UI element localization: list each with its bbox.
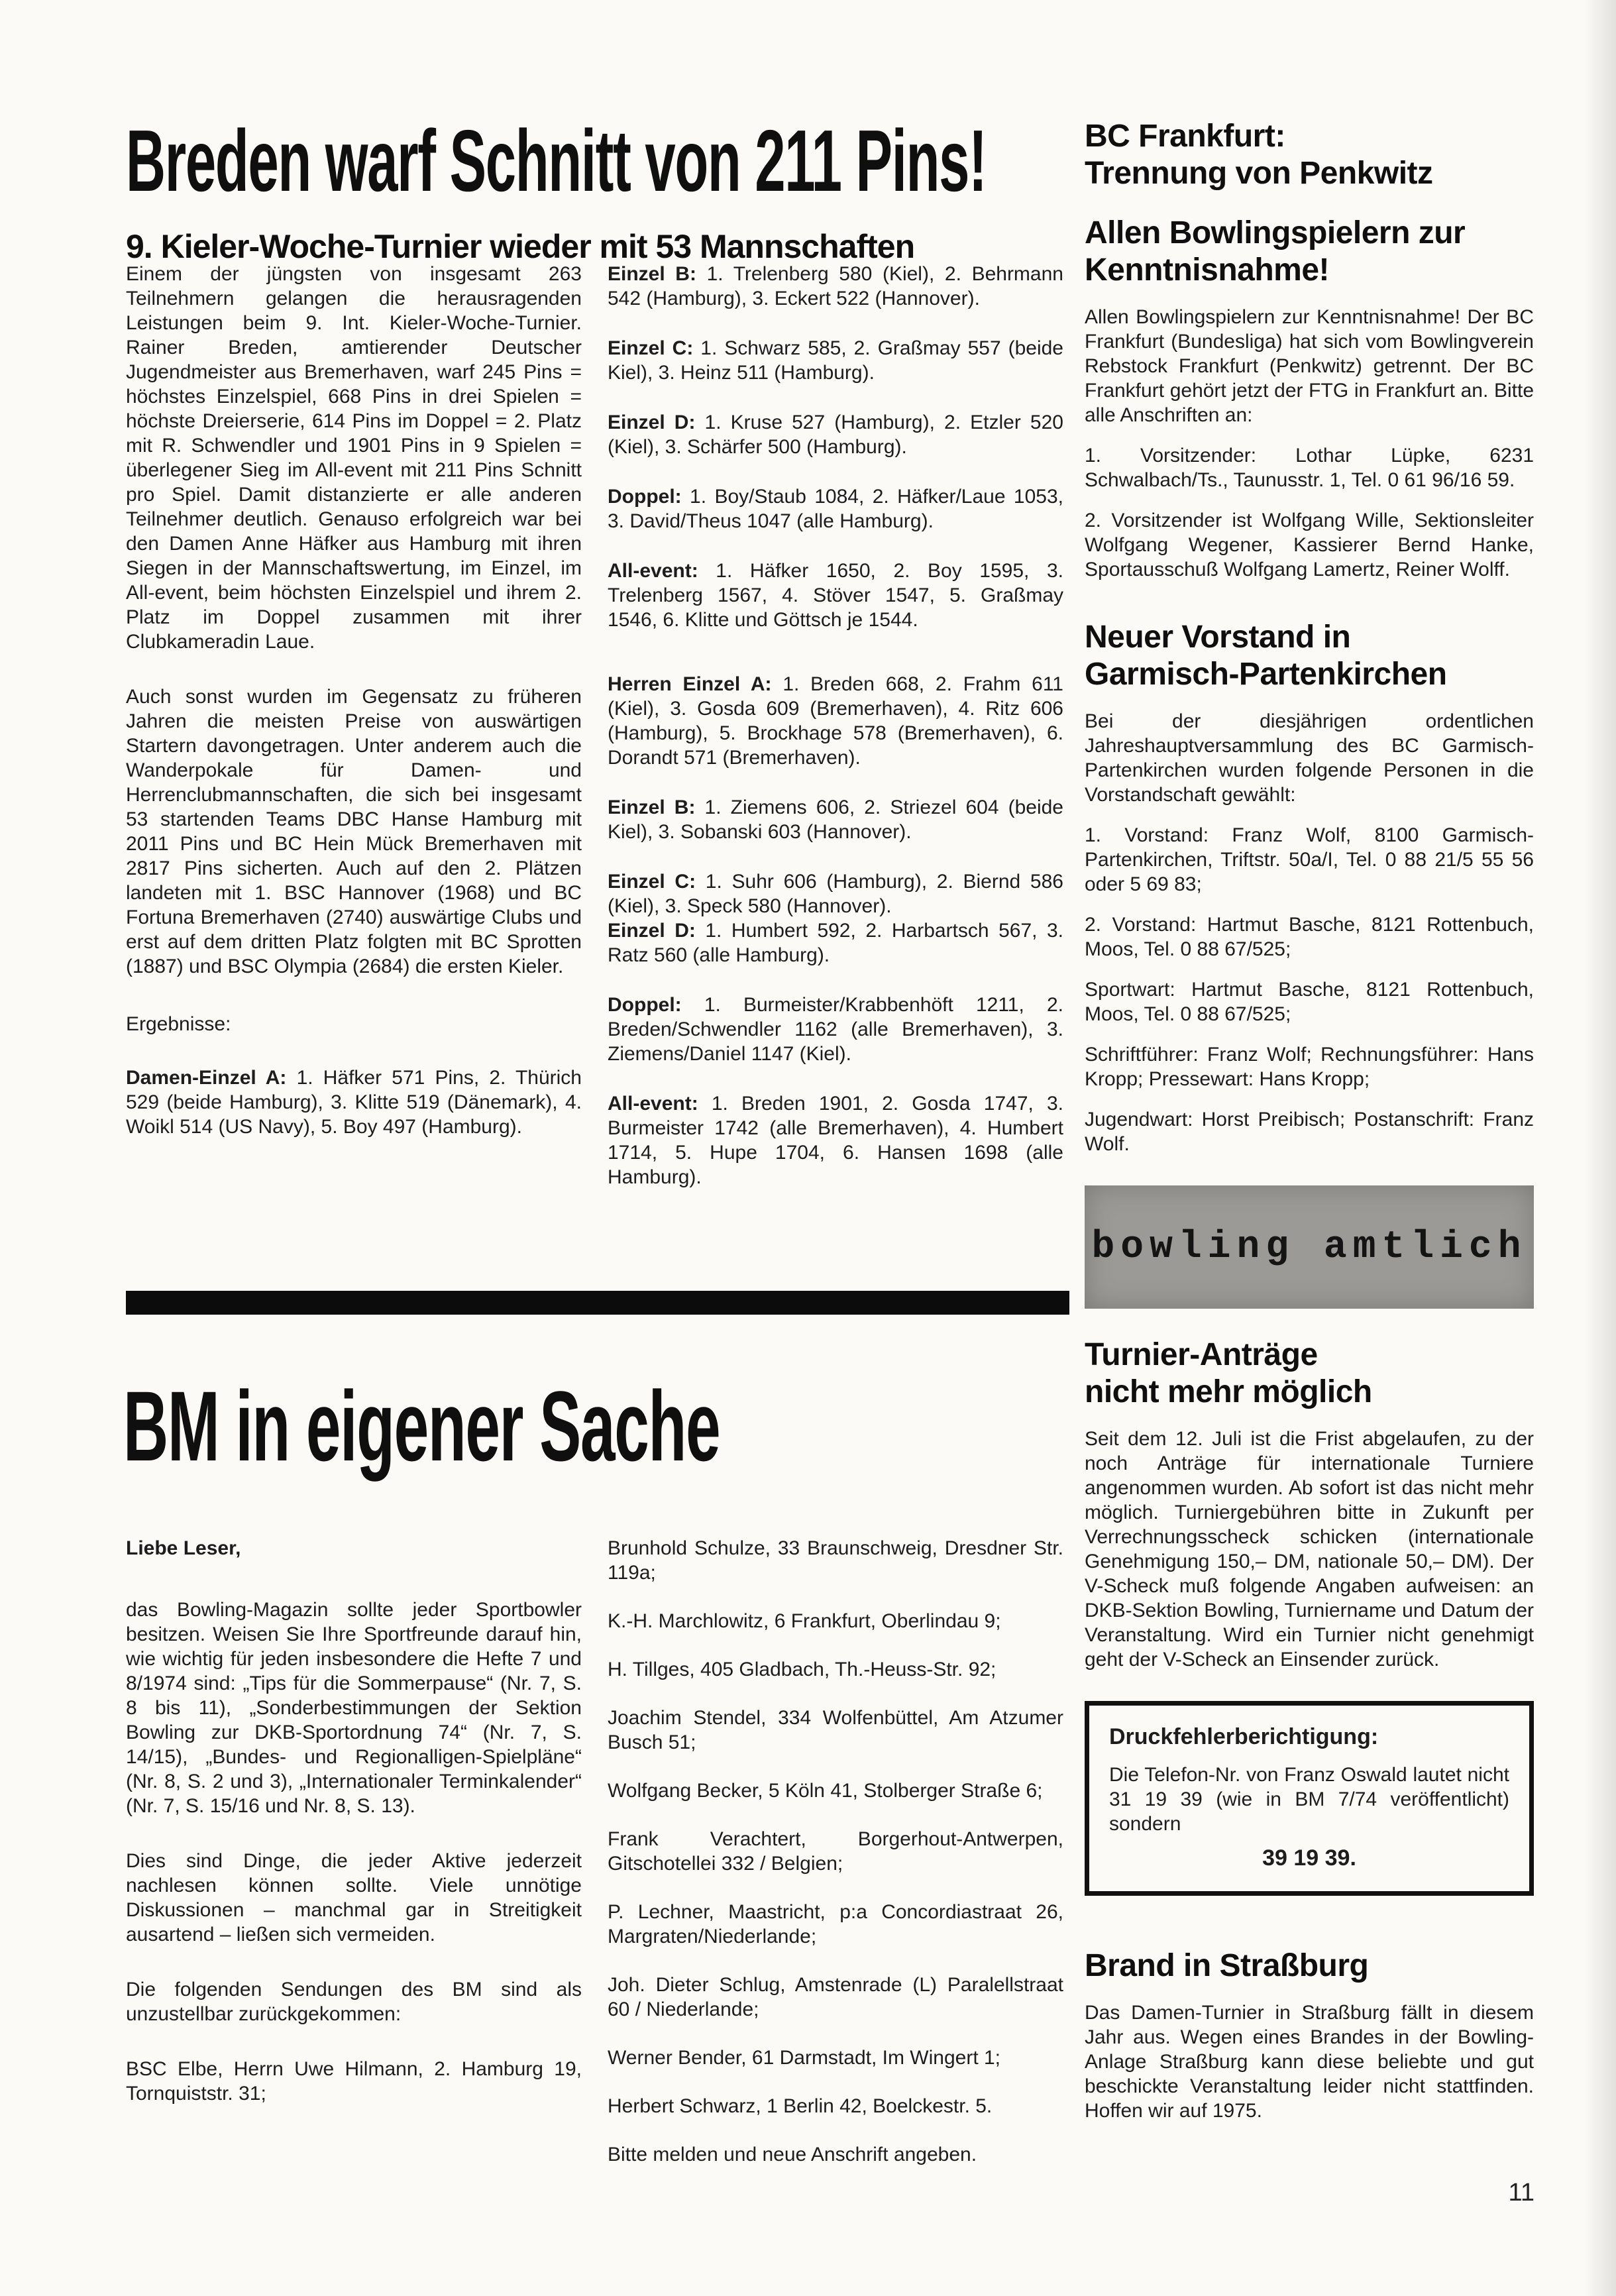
result-text: 1. Trelenberg 580 (Kiel), 2. Behrmann 542 (Hamburg), 3. Eckert 522 (Hannover). — [608, 263, 1063, 309]
bm-story-masthead — [123, 1370, 1070, 1482]
body-paragraph: Das Damen-Turnier in Straßburg fällt in diesem Jahr aus. Wegen eines Brandes in der Bowling-Anlage Straßburg kann diese beliebte und gut beschickte Veranstaltung leider nicht stattfinden. Hoffen wir auf 1975. — [1085, 2002, 1534, 2122]
kicker-line: BC Frankfurt: — [1085, 119, 1285, 154]
body-paragraph: Die folgenden Sendungen des BM sind als unzustellbar zurückgekommen: — [126, 1979, 582, 2025]
result-text: 1. Burmeister/Krabbenhöft 1211, 2. Breden/Schwendler 1162 (alle Bremerhaven), 3. Ziemens/Daniel 1147 (Kiel). — [608, 994, 1063, 1065]
section1-headline — [1085, 215, 1534, 289]
result-label: Einzel D: — [608, 411, 696, 433]
result-text: 1. Häfker 571 Pins, 2. Thürich 529 (beide Hamburg), 3. Klitte 519 (Dänemark), 4. Woikl 514 (US Navy), 5. Boy 497 (Hamburg). — [126, 1067, 582, 1138]
result-item — [608, 262, 1063, 311]
address-item: K.-H. Marchlowitz, 6 Frankfurt, Oberlindau 9; — [608, 1610, 1001, 1632]
result-label: Einzel B: — [608, 796, 696, 818]
result-label: Damen-Einzel A: — [126, 1067, 287, 1089]
result-label: All-event: — [608, 1093, 698, 1115]
correction-number: 39 19 39. — [1262, 1845, 1356, 1871]
result-label: Einzel B: — [608, 263, 696, 285]
body-paragraph: Allen Bowlingspielern zur Kenntnisnahme! Der BC Frankfurt (Bundesliga) hat sich vom Bowlingverein Rebstock Frankfurt (Penkwitz) getrennt. Der BC Frankfurt gehört jetzt der FTG in Frankfurt an. Bitte alle Anschriften an: — [1085, 306, 1534, 426]
section3-headline — [1085, 1337, 1534, 1411]
result-text: 1. Suhr 606 (Hamburg), 2. Biernd 586 (Kiel), 3. Speck 580 (Hannover). — [608, 871, 1063, 917]
correction-title: Druckfehlerberichtigung: — [1109, 1724, 1379, 1749]
bowling-amtlich-badge — [1085, 1185, 1534, 1309]
result-label: Doppel: — [608, 486, 682, 508]
body-paragraph: Seit dem 12. Juli ist die Frist abgelaufen, zu der noch Anträge für internationale Turniere angenommen wurden. Ab sofort ist das nicht mehr möglich. Turniergebühren bitte in Zukunft per Verrechnungsscheck schicken (internationale Genehmigung 150,– DM, nationale 50,– DM). Der V-Scheck muß folgende Angaben aufweisen: an DKB-Sektion Bowling, Turniername und Datum der Veranstaltung. Wird ein Turnier nicht genehmigt geht der V-Scheck an Einsender zurück. — [1085, 1428, 1534, 1670]
result-item — [608, 795, 1063, 844]
result-item — [126, 1066, 582, 1139]
section2-headline — [1085, 619, 1534, 693]
badge-label: bowling amtlich — [1091, 1225, 1527, 1269]
result-label: Einzel C: — [608, 337, 694, 359]
address-item: P. Lechner, Maastricht, p:a Concordiastraat 26, Margraten/Niederlande; — [608, 1901, 1063, 1947]
result-item — [608, 993, 1063, 1066]
main-subhead: 9. Kieler-Woche-Turnier wieder mit 53 Mannschaften — [126, 228, 915, 265]
results-heading: Ergebnisse: — [126, 1013, 231, 1035]
body-paragraph: Einem der jüngsten von insgesamt 263 Teilnehmern gelangen die herausragenden Leistungen beim 9. Int. Kieler-Woche-Turnier. Rainer Breden, amtierender Deutscher Jugendmeister aus Bremerhaven, warf 245 Pins = höchstes Einzelspiel, 668 Pins in drei Spielen = höchste Dreierserie, 614 Pins im Doppel = 2. Platz mit R. Schwendler und 1901 Pins in 9 Spielen = überlegener Sieg im All-event mit 211 Pins Schnitt pro Spiel. Damit distanzierte er alle anderen Teilnehmer deutlich. Genauso erfolgreich war bei den Damen Anne Häfker aus Hamburg mit ihren Siegen in der Mannschaftswertung, im Einzel, im All-event, beim höchsten Einzelspiel und ihrem 2. Platz im Doppel zusammen mit ihrer Clubkameradin Laue. — [126, 263, 582, 653]
bc-frankfurt-kicker — [1085, 118, 1534, 192]
bm-headline — [123, 1370, 1070, 1482]
address-item: Herbert Schwarz, 1 Berlin 42, Boelckestr. 5. — [608, 2095, 993, 2117]
correction-box — [1085, 1701, 1534, 1896]
closing-note: Bitte melden und neue Anschrift angeben. — [608, 2144, 977, 2165]
result-item — [608, 918, 1063, 967]
headline-line: Kenntnisnahme! — [1085, 252, 1330, 288]
result-text: 1. Schwarz 585, 2. Graßmay 557 (beide Kiel), 3. Heinz 511 (Hamburg). — [608, 337, 1063, 384]
body-paragraph: 2. Vorstand: Hartmut Basche, 8121 Rottenbuch, Moos, Tel. 0 88 67/525; — [1085, 914, 1534, 960]
body-paragraph: Sportwart: Hartmut Basche, 8121 Rottenbuch, Moos, Tel. 0 88 67/525; — [1085, 979, 1534, 1025]
address-item: Frank Verachtert, Borgerhout-Antwerpen, Gitschotellei 332 / Belgien; — [608, 1828, 1063, 1875]
result-text: 1. Breden 668, 2. Frahm 611 (Kiel), 3. Gosda 609 (Bremerhaven), 4. Ritz 606 (Hamburg), 5. Brockhage 578 (Bremerhaven), 6. Dorandt 571 (Bremerhaven). — [608, 673, 1063, 769]
result-text: 1. Ziemens 606, 2. Striezel 604 (beide Kiel), 3. Sobanski 603 (Hannover). — [608, 796, 1063, 843]
headline-line: Allen Bowlingspielern zur — [1085, 215, 1466, 250]
result-item — [608, 410, 1063, 459]
address-item: Werner Bender, 61 Darmstadt, Im Wingert 1; — [608, 2047, 1001, 2069]
result-label: Herren Einzel A: — [608, 673, 772, 695]
result-item — [608, 869, 1063, 918]
story1-middle-column — [608, 262, 1063, 1215]
address-item: H. Tillges, 405 Gladbach, Th.-Heuss-Str. 92; — [608, 1659, 997, 1680]
result-item — [608, 1091, 1063, 1189]
story2-left-column — [126, 1536, 582, 2106]
correction-body: Die Telefon-Nr. von Franz Oswald lautet nicht 31 19 39 (wie in BM 7/74 veröffentlicht) sondern — [1109, 1764, 1509, 1835]
address-item: Brunhold Schulze, 33 Braunschweig, Dresdner Str. 119a; — [608, 1537, 1063, 1584]
result-text: 1. Häfker 1650, 2. Boy 1595, 3. Trelenberg 1567, 4. Stöver 1547, 5. Graßmay 1546, 6. Klitte und Göttsch je 1544. — [608, 560, 1063, 631]
result-text: 1. Kruse 527 (Hamburg), 2. Etzler 520 (Kiel), 3. Schärfer 500 (Hamburg). — [608, 411, 1063, 458]
right-column — [1085, 118, 1534, 2123]
result-item — [608, 336, 1063, 385]
body-paragraph: Dies sind Dinge, die jeder Aktive jederzeit nachlesen können sollte. Viele unnötige Diskussionen – manchmal gar in Streitigkeit ausartend – ließen sich vermeiden. — [126, 1850, 582, 1945]
top-story-masthead — [126, 111, 1073, 265]
section4-headline: Brand in Straßburg — [1085, 1948, 1369, 1983]
result-label: Doppel: — [608, 994, 682, 1016]
result-label: Einzel C: — [608, 871, 696, 893]
main-headline-text: Breden warf Schnitt von 211 Pins! — [126, 112, 987, 209]
page-number: 11 — [1508, 2179, 1535, 2207]
result-text: 1. Breden 1901, 2. Gosda 1747, 3. Burmeister 1742 (alle Bremerhaven), 4. Humbert 1714, 5. Hupe 1704, 6. Hansen 1698 (alle Hamburg). — [608, 1093, 1063, 1188]
result-text: 1. Humbert 592, 2. Harbartsch 567, 3. Ratz 560 (alle Hamburg). — [608, 920, 1063, 966]
body-paragraph: Auch sonst wurden im Gegensatz zu früheren Jahren die meisten Preise von auswärtigen Startern davongetragen. Unter anderem auch die Wanderpokale für Damen- und Herrenclubmannschaften, die sich bei insgesamt 53 startenden Teams DBC Hanse Hamburg mit 2011 Pins und BC Hein Mück Bremerhaven mit 2817 Pins sicherten. Auch auf den 2. Plätzen landeten mit 1. BSC Hannover (1968) und BC Fortuna Bremerhaven (2740) auswärtige Clubs und erst auf dem dritten Platz folgten mit BC Sprotten (1887) und BSC Olympia (2684) die ersten Kieler. — [126, 686, 582, 977]
headline-line: Turnier-Anträge — [1085, 1337, 1318, 1372]
section-divider-bar — [126, 1291, 1069, 1315]
body-paragraph: Schriftführer: Franz Wolf; Rechnungsführer: Hans Kropp; Pressewart: Hans Kropp; — [1085, 1044, 1534, 1090]
headline-line: Neuer Vorstand in — [1085, 620, 1351, 655]
body-paragraph: BSC Elbe, Herrn Uwe Hilmann, 2. Hamburg 19, Tornquiststr. 31; — [126, 2058, 582, 2105]
body-paragraph: Jugendwart: Horst Preibisch; Postanschrift: Franz Wolf. — [1085, 1109, 1534, 1155]
address-item: Wolfgang Becker, 5 Köln 41, Stolberger Straße 6; — [608, 1780, 1043, 1802]
body-paragraph: 1. Vorstand: Franz Wolf, 8100 Garmisch-Partenkirchen, Triftstr. 50a/I, Tel. 0 88 21/5 55 56 oder 5 69 83; — [1085, 824, 1534, 895]
address-item: Joachim Stendel, 334 Wolfenbüttel, Am Atzumer Busch 51; — [608, 1707, 1063, 1753]
headline-line: nicht mehr möglich — [1085, 1374, 1372, 1409]
headline-line: Garmisch-Partenkirchen — [1085, 657, 1447, 692]
body-paragraph: Bei der diesjährigen ordentlichen Jahreshauptversammlung des BC Garmisch-Partenkirchen wurden folgende Personen in die Vorstandschaft gewählt: — [1085, 710, 1534, 806]
kicker-line: Trennung von Penkwitz — [1085, 156, 1433, 191]
body-paragraph: das Bowling-Magazin sollte jeder Sportbowler besitzen. Weisen Sie Ihre Sportfreunde darauf hin, wie wichtig für jeden insbesondere die Hefte 7 und 8/1974 sind: „Tips für die Sommerpause“ (Nr. 7, S. 8 bis 11), „Sonderbestimmungen der Sektion Bowling zur DKB-Sportordnung 74“ (Nr. 7, S. 14/15), „Bundes- und Regionalligen-Spielpläne“ (Nr. 8, S. 2 und 3), „Internationaler Terminkalender“ (Nr. 7, S. 15/16 und Nr. 8, S. 13). — [126, 1599, 582, 1817]
story1-left-column — [126, 262, 582, 1139]
address-item: Joh. Dieter Schlug, Amstenrade (L) Paralellstraat 60 / Niederlande; — [608, 1974, 1063, 2020]
main-headline — [126, 111, 1073, 211]
result-label: All-event: — [608, 560, 698, 582]
result-item — [608, 484, 1063, 533]
salutation: Liebe Leser, — [126, 1537, 241, 1559]
body-paragraph: 2. Vorsitzender ist Wolfgang Wille, Sektionsleiter Wolfgang Wegener, Kassierer Bernd Hanke, Sportausschuß Wolfgang Lamertz, Reiner Wolff. — [1085, 510, 1534, 580]
body-paragraph: 1. Vorsitzender: Lothar Lüpke, 6231 Schwalbach/Ts., Taunusstr. 1, Tel. 0 61 96/16 59. — [1085, 445, 1534, 491]
result-label: Einzel D: — [608, 920, 696, 942]
result-text: 1. Boy/Staub 1084, 2. Häfker/Laue 1053, 3. David/Theus 1047 (alle Hamburg). — [608, 486, 1063, 532]
result-item — [608, 672, 1063, 770]
bm-headline-text: BM in eigener Sache — [123, 1370, 720, 1482]
result-item — [608, 559, 1063, 632]
story2-middle-column — [608, 1536, 1063, 2167]
